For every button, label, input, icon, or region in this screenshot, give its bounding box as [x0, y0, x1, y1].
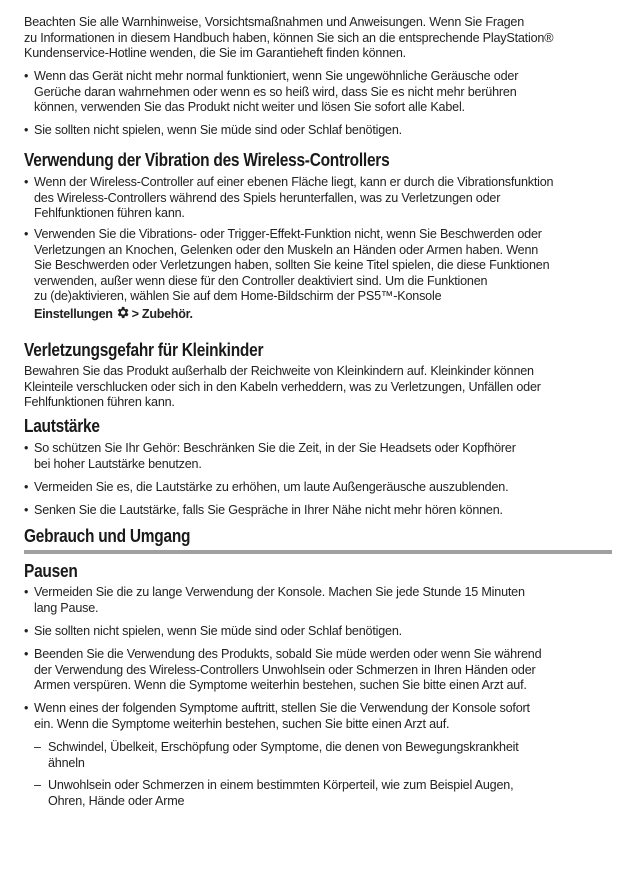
gear-icon — [115, 305, 130, 325]
list-item: • Wenn eines der folgenden Symptome auftritt, stellen Sie die Verwendung der Konsole sofort ein. Wenn die Symptome weiterhin bestehen, suchen Sie bitte einen Arzt auf. — [24, 701, 530, 732]
list-item: • Vermeiden Sie es, die Lautstärke zu erhöhen, um laute Außengeräusche auszublenden. — [24, 480, 508, 496]
list-item-text: Verwenden Sie die Vibrations- oder Trigger-Effekt-Funktion nicht, wenn Sie Beschwerden oder Verletzungen an Knochen, Gelenken oder den Muskeln an Händen oder Armen haben. Wenn Sie Beschwerden oder Verletzungen haben, sollten Sie keine Titel spielen, die diese Funktionen verwenden, außer wenn diese für den Controller deaktiviert sind. Um die Funktionen zu (de)aktivieren, wählen Sie auf dem Home-Bildschirm der PS5™-Konsole — [34, 227, 550, 304]
intro-paragraph: Beachten Sie alle Warnhinweise, Vorsichtsmaßnahmen und Anweisungen. Wenn Sie Fragen zu Informationen in diesem Handbuch haben, können Sie sich an die entsprechende PlayStation® Kundenservice-Hotline wenden, die Sie im Garantieheft finden können. — [24, 15, 554, 61]
sub-list-item: – Unwohlsein oder Schmerzen in einem bestimmten Körperteil, wie zum Beispiel Augen, Ohren, Hände oder Arme — [34, 778, 513, 809]
section-heading-usage: Gebrauch und Umgang — [24, 526, 191, 546]
list-item — [24, 227, 549, 325]
section-heading-children: Verletzungsgefahr für Kleinkinder — [24, 340, 264, 360]
list-item: • Sie sollten nicht spielen, wenn Sie müde sind oder Schlaf benötigen. — [24, 624, 402, 640]
list-item: • Wenn das Gerät nicht mehr normal funktioniert, wenn Sie ungewöhnliche Geräusche oder Gerüche daran wahrnehmen oder wenn es so heiß wird, dass Sie es nicht mehr berühren können, verwenden Sie das Produkt nicht weiter und lösen Sie sofort alle Kabel. — [24, 69, 518, 116]
path-suffix: > Zubehör. — [131, 306, 193, 321]
children-paragraph: Bewahren Sie das Produkt außerhalb der Reichweite von Kleinkindern auf. Kleinkinder können Kleinteile verschlucken oder sich in den Kabeln verheddern, was zu Verletzungen, Unfällen oder Fehlfunktionen führen kann. — [24, 364, 541, 410]
list-item: • Sie sollten nicht spielen, wenn Sie müde sind oder Schlaf benötigen. — [24, 123, 402, 139]
section-divider — [24, 550, 612, 554]
list-item: • Beenden Sie die Verwendung des Produkts, sobald Sie müde werden oder wenn Sie während der Verwendung des Wireless-Controllers Unwohlsein oder Schmerzen in Ihren Händen oder Armen verspüren. Wenn die Symptome weiterhin bestehen, suchen Sie bitte einen Arzt auf. — [24, 647, 541, 694]
settings-label: Einstellungen — [34, 306, 113, 321]
section-heading-breaks: Pausen — [24, 561, 78, 581]
list-item: • Wenn der Wireless-Controller auf einer ebenen Fläche liegt, kann er durch die Vibrationsfunktion des Wireless-Controllers während des Spiels herunterfallen, was zu Verletzungen oder Fehlfunktionen führen kann. — [24, 175, 553, 222]
list-item: • Vermeiden Sie die zu lange Verwendung der Konsole. Machen Sie jede Stunde 15 Minuten lang Pause. — [24, 585, 525, 616]
list-item: • Senken Sie die Lautstärke, falls Sie Gespräche in Ihrer Nähe nicht mehr hören können. — [24, 503, 503, 519]
section-heading-vibration: Verwendung der Vibration des Wireless-Controllers — [24, 150, 390, 170]
section-heading-volume: Lautstärke — [24, 416, 100, 436]
list-item: • So schützen Sie Ihr Gehör: Beschränken Sie die Zeit, in der Sie Headsets oder Kopfhörer bei hoher Lautstärke benutzen. — [24, 441, 516, 472]
sub-list-item: – Schwindel, Übelkeit, Erschöpfung oder Symptome, die denen von Bewegungskrankheit ähneln — [34, 740, 519, 771]
